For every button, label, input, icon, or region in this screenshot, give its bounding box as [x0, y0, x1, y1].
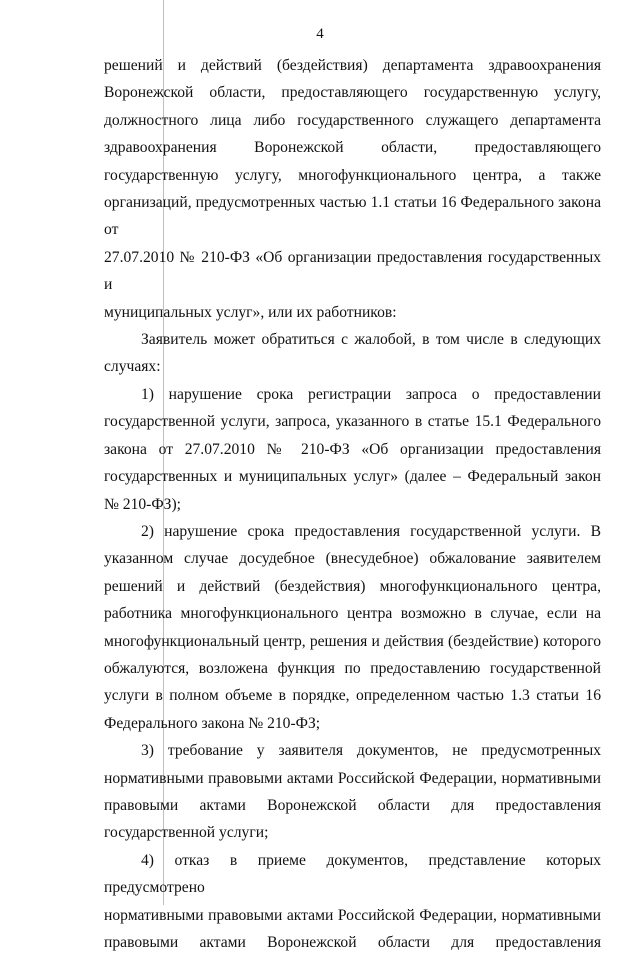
text-line: Федерального закона № 210-ФЗ;	[104, 714, 321, 732]
document-body	[104, 52, 601, 956]
page-number: 4	[316, 26, 324, 42]
text-line: правовыми актами Воронежской области для предоставления	[104, 796, 601, 814]
text-line: указанном случае досудебное (внесудебное) обжалование заявителем	[104, 550, 601, 568]
text-line: государственной услуги, запроса, указанного в статье 15.1 Федерального	[104, 413, 601, 431]
text-line: закона от 27.07.2010 № 210-ФЗ «Об организации предоставления	[104, 440, 601, 458]
text-line: правовыми актами Воронежской области для предоставления	[104, 934, 601, 951]
text-line: обжалуются, возложена функция по предоставлению государственной	[104, 659, 601, 677]
text-line: решений и действий (бездействия) департамента здравоохранения	[104, 57, 601, 74]
text-line: муниципальных услуг», или их работников:	[104, 303, 397, 321]
text-line: многофункциональный центр, решения и действия (бездействие) которого	[104, 632, 601, 650]
text-line: 27.07.2010 № 210-ФЗ «Об организации предоставления государственных и	[104, 248, 601, 294]
text-line: работника многофункционального центра возможно в случае, если на	[104, 605, 601, 623]
text-line: здравоохранения Воронежской области, предоставляющего	[104, 139, 601, 157]
text-line: нормативными правовыми актами Российской Федерации, нормативными	[104, 769, 601, 787]
text-line: должностного лица либо государственного служащего департамента	[104, 111, 601, 129]
text-line: услуги в полном объеме в порядке, определенном частью 1.3 статьи 16	[104, 687, 601, 705]
list-item-first-line: 2) нарушение срока предоставления государственной услуги. В	[141, 522, 601, 540]
list-item-first-line: 3) требование у заявителя документов, не предусмотренных	[141, 742, 601, 760]
text-line: № 210-ФЗ);	[104, 495, 182, 513]
text-line: государственную услугу, многофункционального центра, а также	[104, 166, 601, 184]
text-line: государственной услуги;	[104, 824, 269, 842]
text-line: случаях:	[104, 358, 161, 376]
text-line: нормативными правовыми актами Российской Федерации, нормативными	[104, 906, 601, 924]
text-line: решений и действий (бездействия) многофункционального центра,	[104, 577, 601, 595]
text-line: государственных и муниципальных услуг» (далее – Федеральный закон	[104, 468, 601, 486]
list-item-first-line: 1) нарушение срока регистрации запроса о предоставлении	[141, 385, 601, 403]
list-item-first-line: 4) отказ в приеме документов, представление которых предусмотрено	[104, 851, 601, 897]
text-line: Воронежской области, предоставляющего государственную услугу,	[104, 84, 601, 102]
paragraph-first-line: Заявитель может обратиться с жалобой, в том числе в следующих	[141, 331, 601, 349]
text-line: организаций, предусмотренных частью 1.1 статьи 16 Федерального закона от	[104, 194, 601, 239]
